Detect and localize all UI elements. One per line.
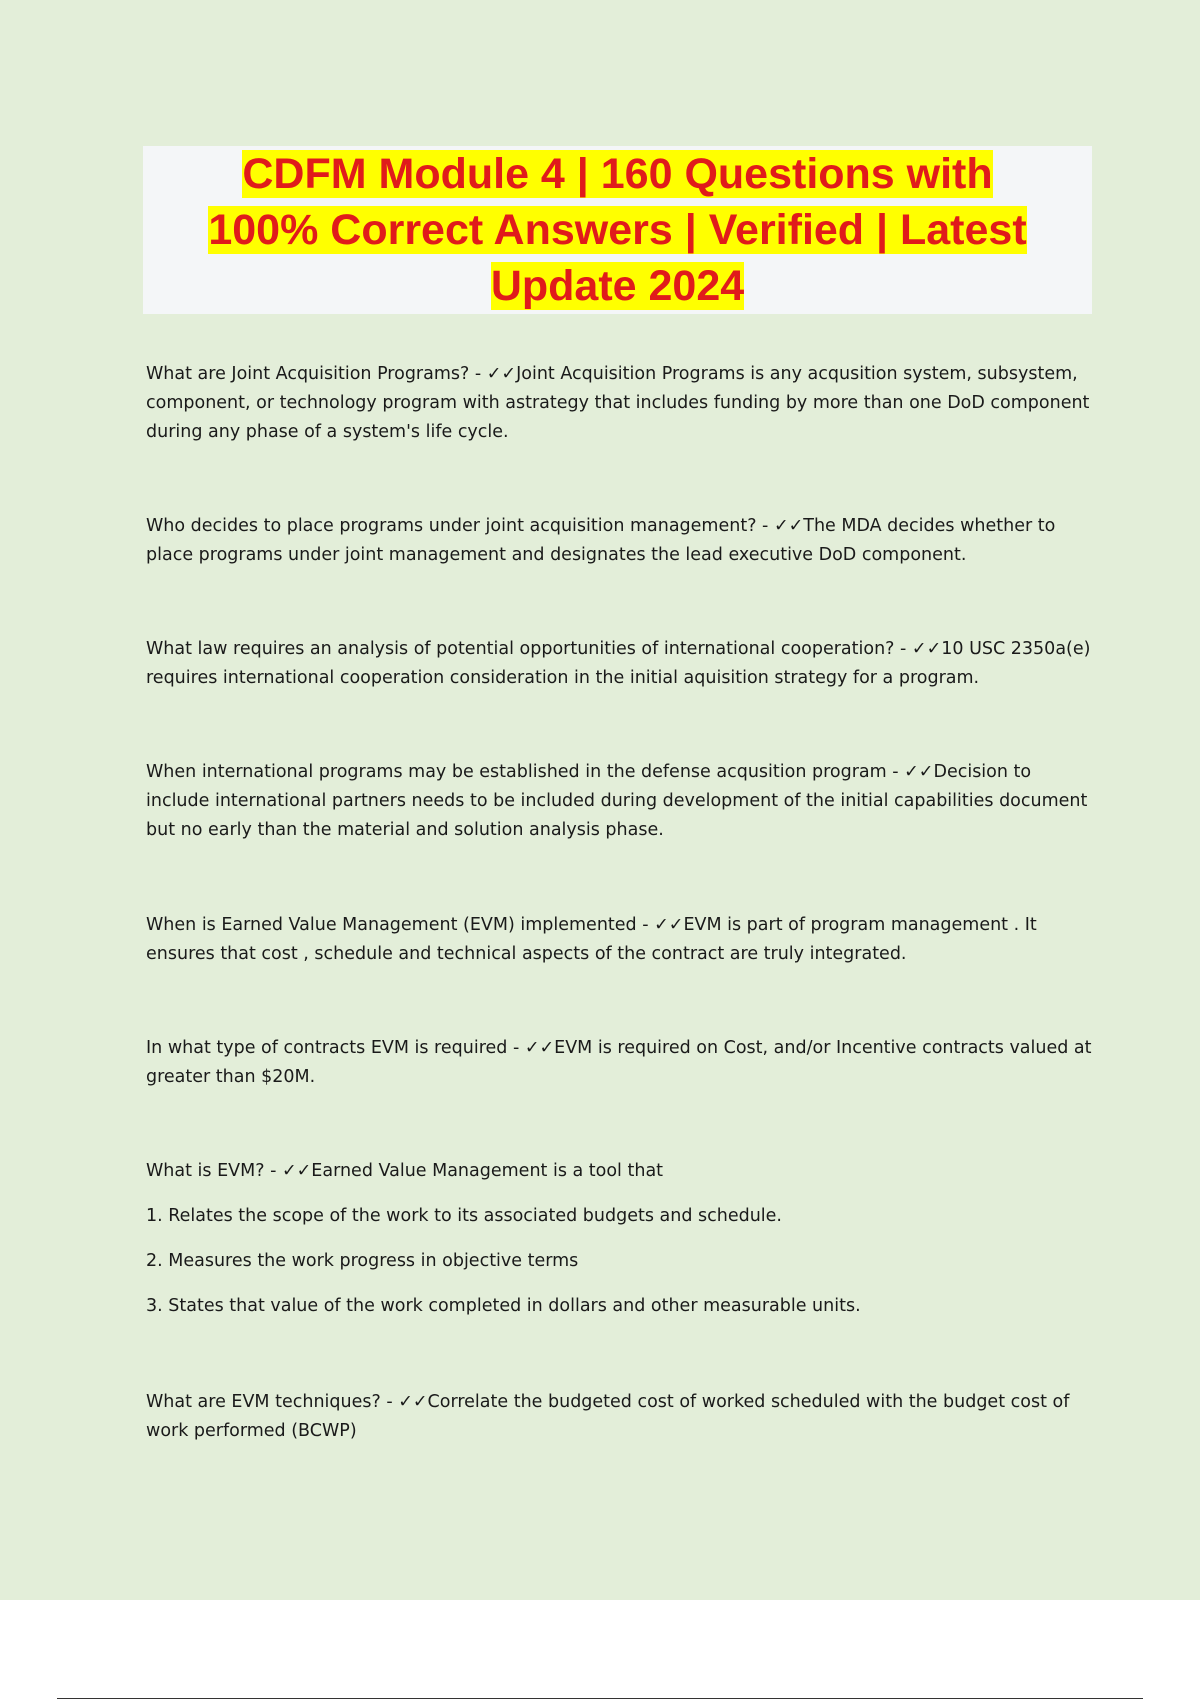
title-line-2: 100% Correct Answers | Verified | Latest	[208, 206, 1027, 254]
qa-answer: The MDA decides whether to place programs under joint management and designates the lead executive DoD component.	[146, 516, 1056, 565]
qa-separator: -	[380, 1392, 399, 1412]
qa-answer: EVM is required on Cost, and/or Incentive contracts valued at greater than $20M.	[146, 1038, 1092, 1087]
qa-question: What are Joint Acquisition Programs?	[146, 364, 470, 384]
title-line-1: CDFM Module 4 | 160 Questions with	[242, 150, 993, 198]
qa-question: What law requires an analysis of potential opportunities of international cooperation?	[146, 639, 895, 659]
check-mark-icon: ✓✓	[486, 364, 517, 384]
evm-list-item: 2. Measures the work progress in objective terms	[146, 1251, 579, 1271]
title-box	[143, 146, 1092, 314]
qa-question: In what type of contracts EVM is required	[146, 1038, 508, 1058]
title-line-3: Update 2024	[490, 262, 745, 310]
qa-item	[146, 1388, 1096, 1446]
qa-answer: Decision to include international partners needs to be included during development of the initial capabilities document but no early than the material and solution analysis phase.	[146, 762, 1088, 840]
qa-question: What is EVM?	[146, 1161, 265, 1181]
qa-question: Who decides to place programs under joint acquisition management?	[146, 516, 757, 536]
qa-answer: EVM is part of program management . It ensures that cost , schedule and technical aspects of the contract are truly integrated.	[146, 915, 1037, 964]
qa-answer: Joint Acquisition Programs is any acqusition system, subsystem, component, or technology program with astrategy that includes funding by more than one DoD component during any phase of a system's life cycle.	[146, 364, 1090, 442]
document-title	[143, 146, 1092, 314]
qa-item	[146, 1157, 1096, 1186]
qa-separator: -	[894, 639, 912, 659]
evm-list-item: 1. Relates the scope of the work to its associated budgets and schedule.	[146, 1206, 782, 1226]
qa-answer: Correlate the budgeted cost of worked scheduled with the budget cost of work performed (BCWP)	[146, 1392, 1070, 1441]
qa-item	[146, 512, 1096, 570]
qa-question: When is Earned Value Management (EVM) implemented	[146, 915, 637, 935]
qa-question: What are EVM techniques?	[146, 1392, 381, 1412]
qa-separator: -	[636, 915, 655, 935]
qa-question: When international programs may be established in the defense acqusition program	[146, 762, 887, 782]
check-mark-icon: ✓✓	[281, 1161, 312, 1181]
check-mark-icon: ✓✓	[904, 762, 934, 782]
qa-item	[146, 360, 1096, 447]
qa-item	[146, 911, 1096, 969]
qa-separator: -	[886, 762, 905, 782]
qa-item	[146, 1034, 1096, 1092]
qa-item	[146, 758, 1096, 845]
check-mark-icon: ✓✓	[654, 915, 684, 935]
footer-divider	[57, 1698, 1143, 1699]
evm-list-item: 3. States that value of the work completed in dollars and other measurable units.	[146, 1296, 861, 1316]
qa-separator: -	[264, 1161, 282, 1181]
qa-separator: -	[756, 516, 774, 536]
qa-item	[146, 635, 1096, 693]
check-mark-icon: ✓✓	[524, 1038, 555, 1058]
qa-answer: Earned Value Management is a tool that	[311, 1161, 664, 1181]
qa-answer: 10 USC 2350a(e) requires international cooperation consideration in the initial aquisition strategy for a program.	[146, 639, 1091, 688]
qa-separator: -	[507, 1038, 525, 1058]
check-mark-icon: ✓✓	[911, 639, 942, 659]
qa-separator: -	[469, 364, 487, 384]
check-mark-icon: ✓✓	[773, 516, 804, 536]
check-mark-icon: ✓✓	[398, 1392, 428, 1412]
